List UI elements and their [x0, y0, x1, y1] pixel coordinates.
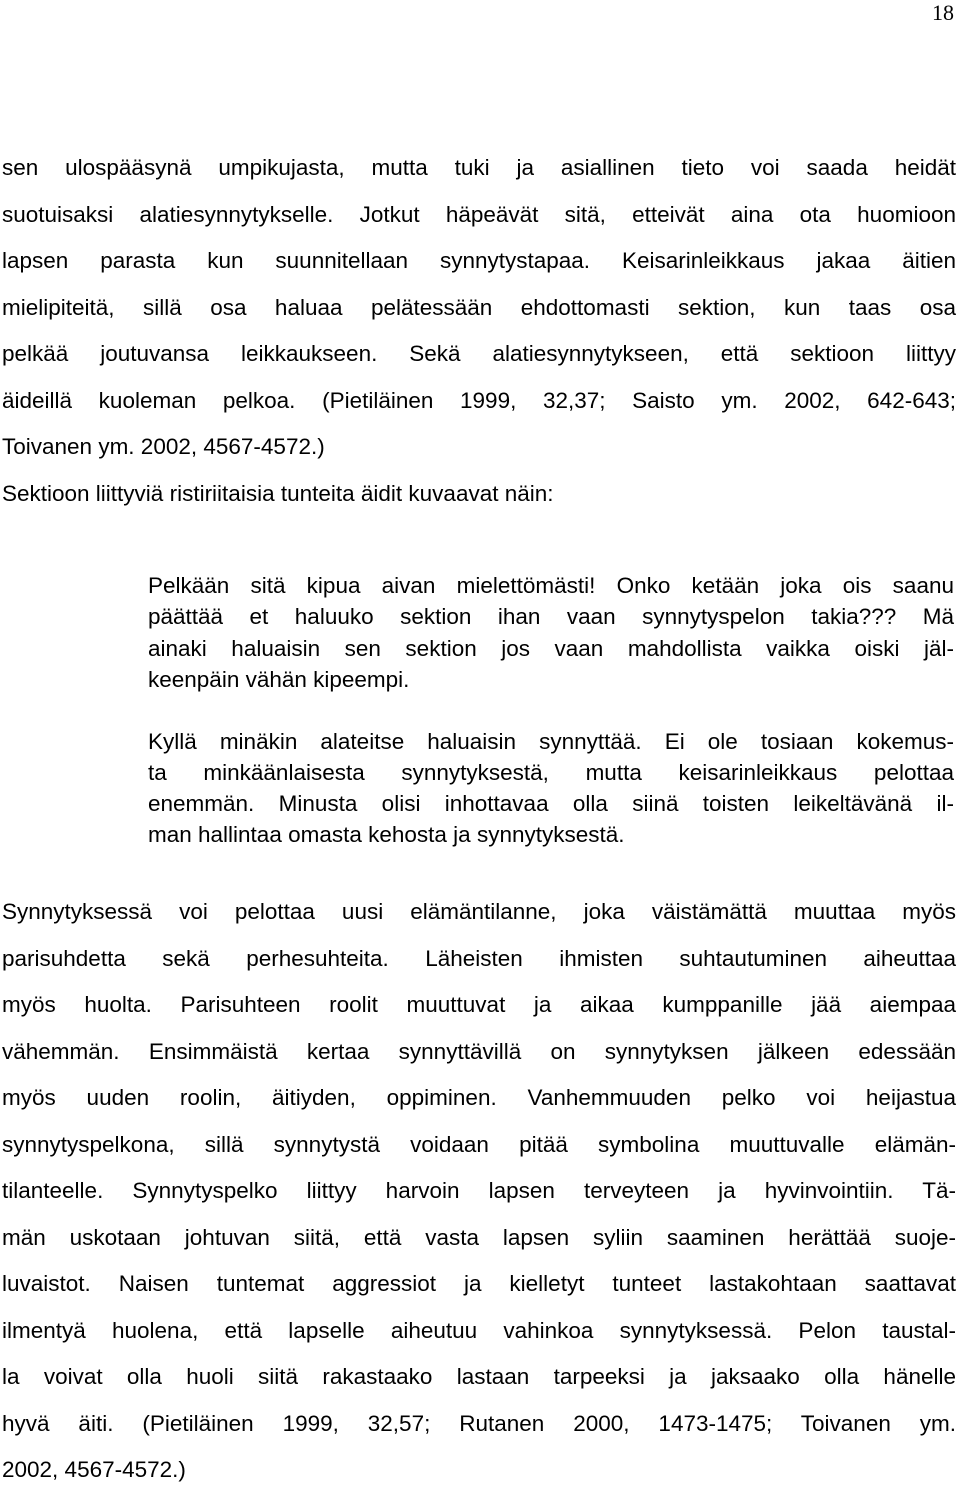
quote-line: Pelkään sitä kipua aivan mielettömästi! Onko ketään joka ois saanu [148, 573, 954, 598]
intro-line: Sektioon liittyviä ristiriitaisia tunteita äidit kuvaavat näin: [2, 481, 554, 506]
text-line: lapsen parasta kun suunnitellaan synnytystapaa. Keisarinleikkaus jakaa äitien [2, 248, 956, 273]
text-line: myös huolta. Parisuhteen roolit muuttuvat ja aikaa kumppanille jää aiempaa [2, 992, 956, 1017]
page-number: 18 [932, 0, 954, 25]
text-line: hyvä äiti. (Pietiläinen 1999, 32,57; Rutanen 2000, 1473-1475; Toivanen ym. [2, 1411, 956, 1436]
text-line: Toivanen ym. 2002, 4567-4572.) [2, 434, 325, 459]
text-line: tilanteelle. Synnytyspelko liittyy harvoin lapsen terveyteen ja hyvinvointiin. Tä- [2, 1178, 956, 1203]
text-line: parisuhdetta sekä perhesuhteita. Läheisten ihmisten suhtautuminen aiheuttaa [2, 946, 956, 971]
text-line: män uskotaan johtuvan siitä, että vasta lapsen syliin saaminen herättää suoje- [2, 1225, 956, 1250]
text-line: Synnytyksessä voi pelottaa uusi elämäntilanne, joka väistämättä muuttaa myös [2, 899, 956, 924]
text-line: mielipiteitä, sillä osa haluaa pelätessään ehdottomasti sektion, kun taas osa [2, 295, 956, 320]
quote-line: enemmän. Minusta olisi inhottavaa olla siinä toisten leikeltävänä il- [148, 791, 954, 816]
quote-line: ta minkäänlaisesta synnytyksestä, mutta keisarinleikkaus pelottaa [148, 760, 954, 785]
quote-line: päättää et haluuko sektion ihan vaan synnytyspelon takia??? Mä [148, 604, 954, 629]
text-line: 2002, 4567-4572.) [2, 1457, 186, 1482]
text-line: sen ulospääsynä umpikujasta, mutta tuki ja asiallinen tieto voi saada heidät [2, 155, 956, 180]
quote-line: man hallintaa omasta kehosta ja synnytyksestä. [148, 822, 625, 847]
quote-line: ainaki haluaisin sen sektion jos vaan mahdollista vaikka oiski jäl- [148, 636, 954, 661]
text-line: synnytyspelkona, sillä synnytystä voidaan pitää symbolina muuttuvalle elämän- [2, 1132, 956, 1157]
text-line: vähemmän. Ensimmäistä kertaa synnyttävillä on synnytyksen jälkeen edessään [2, 1039, 956, 1064]
text-line: suotuisaksi alatiesynnytykselle. Jotkut häpeävät sitä, etteivät aina ota huomioon [2, 202, 956, 227]
quote-line: keenpäin vähän kipeempi. [148, 667, 410, 692]
text-line: pelkää joutuvansa leikkaukseen. Sekä alatiesynnytykseen, että sektioon liittyy [2, 341, 956, 366]
text-line: äideillä kuoleman pelkoa. (Pietiläinen 1999, 32,37; Saisto ym. 2002, 642-643; [2, 388, 956, 413]
quote-line: Kyllä minäkin alateitse haluaisin synnyttää. Ei ole tosiaan kokemus- [148, 729, 954, 754]
text-line: myös uuden roolin, äitiyden, oppiminen. Vanhemmuuden pelko voi heijastua [2, 1085, 956, 1110]
text-line: luvaistot. Naisen tuntemat aggressiot ja kielletyt tunteet lastakohtaan saattavat [2, 1271, 956, 1296]
text-line: ilmentyä huolena, että lapselle aiheutuu vahinkoa synnytyksessä. Pelon taustal- [2, 1318, 956, 1343]
text-line: la voivat olla huoli siitä rakastaako lastaan tarpeeksi ja jaksaako olla hänelle [2, 1364, 956, 1389]
